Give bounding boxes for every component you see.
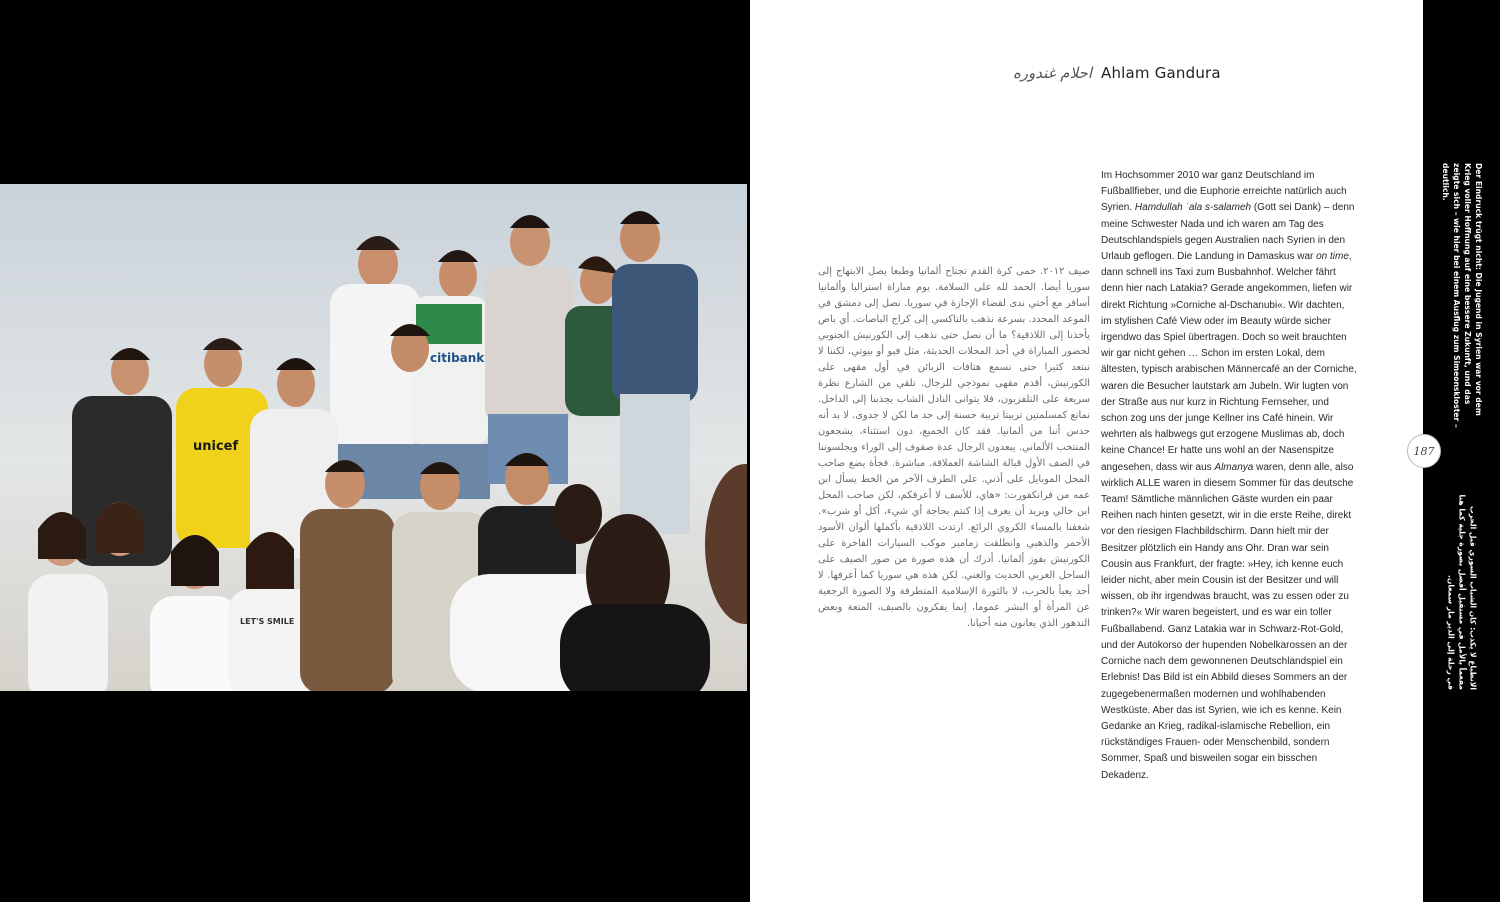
group-photo-illustration <box>0 184 747 691</box>
author-name-arabic: احلام غندوره <box>1012 64 1092 82</box>
german-text-part-2: (Gott sei Dank) – denn meine Schwester Nada und ich waren am Tag des Deutschlandspiels gegen Australien nach Syrien in den Urlaub geflogen. Die Landung in Damaskus war <box>1101 202 1355 263</box>
german-text-italic-3: Almanya <box>1214 461 1254 473</box>
german-text-part-1: Im Hochsommer 2010 war ganz Deutschland im Fußballfieber, und die Euphorie erreichte natürlich auch Syrien. <box>1101 170 1347 214</box>
photo-caption-arabic: الانطباع لا يكذب: كان الشباب السوري قبل الحرب مفعماً بالأمل في مستقبل أفضل بصورة جلية كما هنا في رحلة إلى الدير مار سمعان. <box>1446 494 1478 690</box>
german-text-italic-1: Hamdullah ʿala s-salameh <box>1134 202 1252 214</box>
german-body-text <box>1101 168 1357 784</box>
left-page <box>0 0 748 902</box>
shirt-text-citibank: citibank <box>430 351 485 365</box>
arabic-body-text: صيف ٢٠١٢. حمى كرة القدم تجتاح ألمانيا وطبعا يصل الابتهاج إلى سوريا أيضا. الحمد لله على السلامة. يوم مباراة استراليا وألمانيا أسافر مع أختي ندى لقضاء الإجازة في سوريا. نصل إلى دمشق في الموعد المحدد. بسرعة نذهب بالتاكسي إلى كراج الباصات. أي باص يأخذنا إلى اللاذقية؟ ما أن نصل حتى نذهب إلى الكورنيش الجنوبي لحضور المباراة في أحد المحلات الحديثة، مثل فيو أو بيوتي، لكننا لا نبتعد كثيرا حتى نسمع هتافات الزبائن في أول مقهى على الكورنيش، أقدم مقهى نموذجي للرجال. نلقي من الشارع نظرة سريعة على التلفزيون، فلا يتوانى النادل الشاب بجذبنا إلى الداخل. نمانع كمسلمتين تربيتا تربية حسنة إلى حد ما لكن لا جدوى. لا بد أنه حدس أننا من ألمانيا. فقد كان الجميع، دون استثناء، يشجعون المنتخب الألماني. يبعدون الرجال عدة صفوف إلى الوراء ويجلسوننا في الصف الأول قبالة الشاشة العملاقة. مباشرة. فجأة يضع صاحب المحل الموبايل على أذني. على الطرف الآخر من الخط يسأل ابن عمه من فرانكفورت: «هاي، للأسف لا أعرفكم، لكن صاحب المحل ابن خالي ويريد أن يعرف إذا كنتم بحاجة أي شيء، أكل أو شرب». شغفنا بالمساء الكروي الرائع. ارتدت اللاذقية بأكملها ألوان الأسود الأحمر والذهبي وانطلقت زمامير موكب السيارات الفاخرة على الكورنيش بفوز ألمانيا. أدرك أن هذه صورة من صور الصيف على الساحل الغربي الحديث والغني. لكن هذه هي سوريا كما أعرفها. لا أحد يعبأ بالحرب، لا بالثورة الإسلامية المتطرفة ولا الصورة الرجعية عن المرأة أو البشر عموما، إنما يفكرون بالصيف، المتعة وبعض التدهور الذي يعانون منه أحيانا. <box>818 266 1090 629</box>
german-text-part-4: waren, denn alle, also wirklich ALLE waren in diesem Sommer für das deutsche Team! Sämtliche männlichen Gäste wurden ein paar Reihen nach hinten gesetzt, wir in die erste Reihe, direkt vor den riesigen Flachbildschirm. Dann hielt mir der Besitzer plötzlich ein Handy ans Ohr. Dran war sein Cousin aus Frankfurt, der fragte: »Hey, ich kenne euch leider nicht, aber mein Cousin ist der Besitzer und will wissen, ob ihr irgendwas braucht, was zu essen oder zu trinken?« Wir waren begeistert, und es war ein toller Fußballabend. Ganz Latakia war in Schwarz-Rot-Gold, und der Autokorso der hupenden Nobelkarossen an der Corniche nach dem gewonnenen Deutschlandspiel ein Erlebnis! Das Bild ist ein Abbild dieses Sommers an der zugegebenermaßen modernen und wohlhabenden Westküste. Aber das ist Syrien, wie ich es kenne. Kein Gedanke an Krieg, radikal-islamische Rebellion, ein rückständiges Frauen- oder Menschenbild, sondern Sommer, Spaß und bisweilen sogar ein bisschen Dekadenz. <box>1101 461 1354 781</box>
shirt-text-smile: LET'S SMILE <box>240 617 295 626</box>
german-text-italic-2: on time <box>1316 251 1349 263</box>
german-paragraph <box>1101 168 1357 784</box>
photo-caption-german: Der Eindruck trügt nicht: Die Jugend in Syrien war vor dem Krieg voller Hoffnung auf eine bessere Zukunft, und das zeigte sich – wie hier bei einem Ausflug zum Simeonskloster – deutlich. <box>1441 163 1483 428</box>
page-number: 187 <box>1407 434 1441 468</box>
german-text-part-3: , dann schnell ins Taxi zum Busbahnhof. Welcher fährt denn hier nach Latakia? Gerade angekommen, liefen wir direkt Richtung »Corniche al-Dschanubi«. Wir dachten, im stylishen Café View oder im Beauty würde sicher irgendwo das Spiel übertragen. Doch so weit brauchten wir gar nicht gehen … Schon im ersten Lokal, dem ältesten, typisch arabischen Männercafé an der Corniche, waren die Besucher lautstark am Jubeln. Wir lugten von der Straße aus nur kurz in Richtung Fernseher, und schon zog uns der junge Kellner ins Café hinein. Wir wehrten als halbwegs gut erzogene Muslimas ab, doch keine Chance! Er hatte uns wohl an der Nasenspitze angesehen, dass wir aus <box>1101 251 1357 473</box>
author-name: Ahlam Gandura <box>1101 64 1221 82</box>
shirt-text-unicef: unicef <box>193 439 239 454</box>
group-photo <box>0 184 747 691</box>
